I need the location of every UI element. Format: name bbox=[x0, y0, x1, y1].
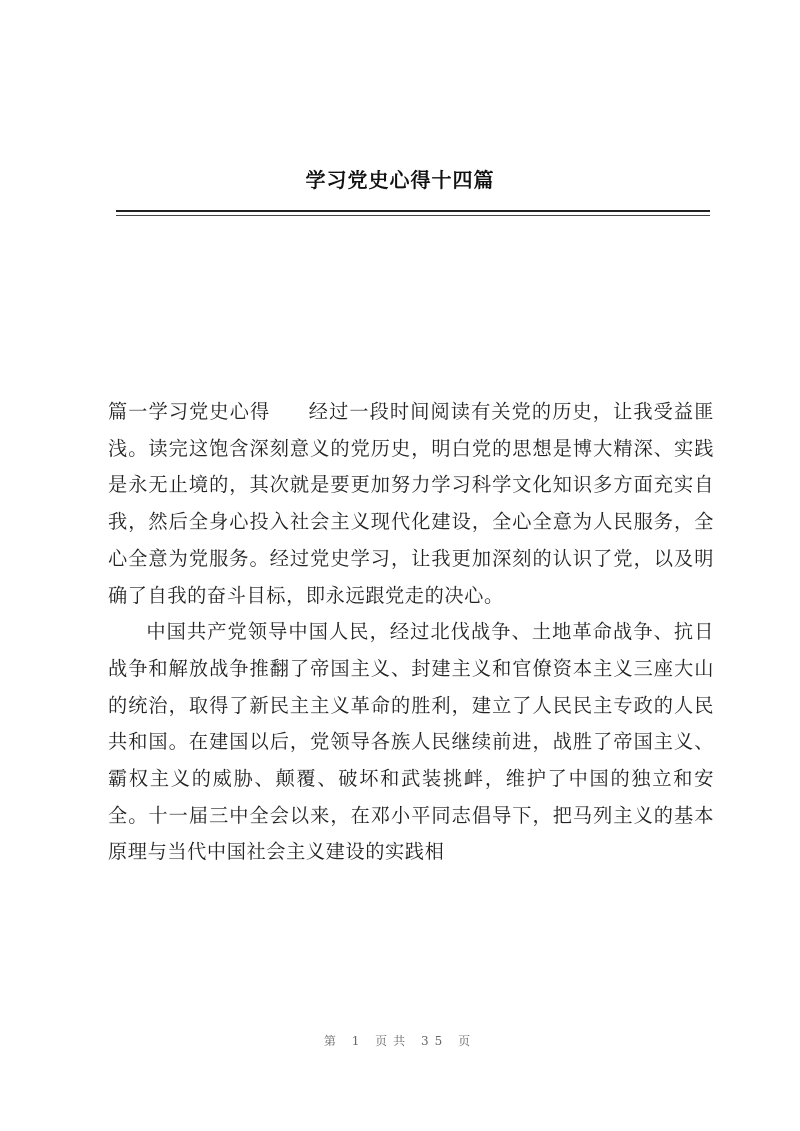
page-number-footer: 第 1 页共 35 页 bbox=[323, 1034, 477, 1048]
paragraph-2: 中国共产党领导中国人民，经过北伐战争、土地革命战争、抗日战争和解放战争推翻了帝国主义、封建主义和官僚资本主义三座大山的统治，取得了新民主主义革命的胜利，建立了人民民主专政的人民共和国。在建国以后，党领导各族人民继续前进，战胜了帝国主义、霸权主义的威胁、颠覆、破坏和武装挑衅，维护了中国的独立和安全。十一届三中全会以来，在邓小平同志倡导下，把马列主义的基本原理与当代中国社会主义建设的实践相 bbox=[108, 620, 714, 864]
paragraph-1 bbox=[108, 394, 714, 614]
document-title: 学习党史心得十四篇 bbox=[305, 168, 495, 192]
title-underline bbox=[116, 210, 710, 212]
document-body bbox=[108, 394, 714, 871]
paragraph-1-text: 经过一段时间阅读有关党的历史，让我受益匪浅。读完这饱含深刻意义的党历史，明白党的思想是博大精深、实践是永无止境的，其次就是要更加努力学习科学文化知识多方面充实自我，然后全身心投入社会主义现代化建设，全心全意为人民服务，全心全意为党服务。经过党史学习，让我更加深刻的认识了党，以及明确了自我的奋斗目标，即永远跟党走的决心。 bbox=[108, 400, 715, 607]
title-underline-thin bbox=[116, 215, 710, 216]
lead-heading: 篇一学习党史心得 bbox=[108, 400, 271, 423]
